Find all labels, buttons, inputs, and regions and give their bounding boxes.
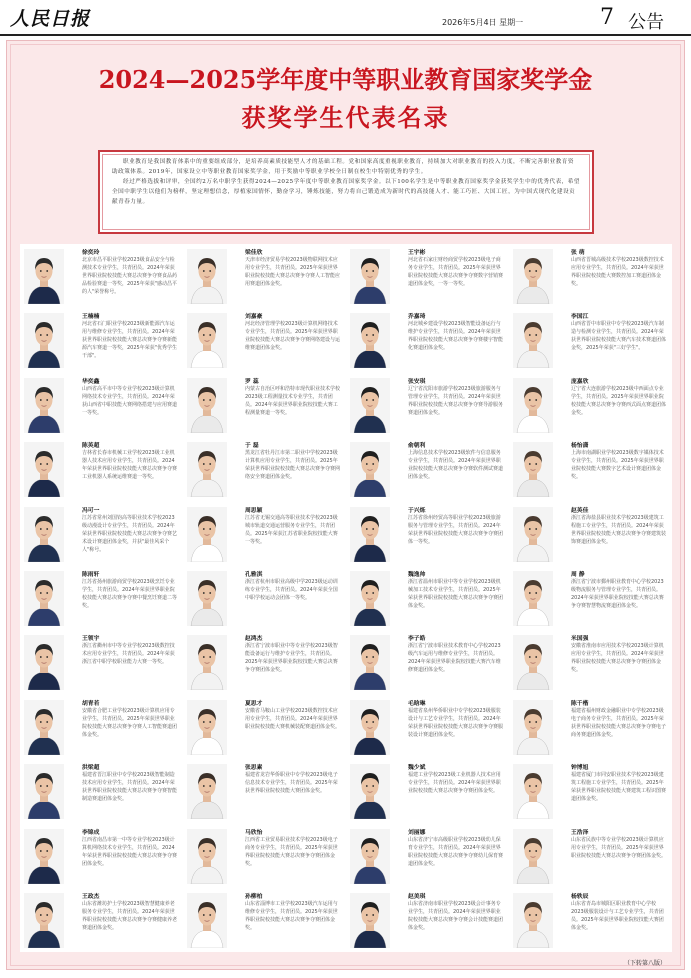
student-entry	[509, 888, 671, 952]
student-description: 江苏省常州刘国钧高等职业技术学校2023级动漫设计专业学生，共青团员。2024年荣获世界职业院校技能大赛总决赛争夺赛艺术设计赛道团体金奖，并获"最佳风采个人"称号。	[82, 514, 178, 553]
student-name: 王政杰	[82, 894, 100, 900]
student-name: 刘丽娜	[408, 829, 426, 836]
student-name: 李锦成	[82, 829, 100, 836]
student-name: 俞朝利	[408, 443, 426, 450]
student-photo	[24, 442, 64, 497]
student-photo	[350, 700, 390, 755]
student-description: 山西省晋城高级技术学校2023级数控技术应用专业学生，共青团员。2024年荣获世界职业院校技能大赛数控加工赛道团体金奖。	[571, 257, 664, 287]
student-photo	[187, 378, 227, 433]
student-name: 杨怡潇	[571, 443, 589, 450]
student-entry	[346, 759, 508, 823]
student-description: 山东省济宁市高级职业学校2023级幼儿保育专业学生，共青团员。2024年荣获世界职业院校技能大赛总决赛争夺赛幼儿保育赛道团体金奖。	[408, 836, 504, 867]
intro-paragraph: 职业教育是我国教育体系中的重要组成部分，是培养高素质技能型人才的基础工程。党和国家高度重视职业教育，持续加大对职业教育的投入力度，不断完善职业教育资助政策体系。2019年，国家设立中等职业教育国家奖学金，用于奖励中等职业学校全日制在校生中特别优秀的学生。	[112, 159, 574, 175]
student-description: 山东省潍坊护士学校2023级智慧健康养老服务专业学生，共青团员。2024年荣获世界职业院校技能大赛总决赛争夺赛健康养老赛道团体金奖。	[82, 901, 178, 931]
student-description: 浙江省宁波市鄞州职业教育中心学校2023级物流服务与管理专业学生，共青团员。2024年荣获世界职业院校技能大赛总决赛争夺赛智慧物流赛道团体金奖。	[571, 579, 664, 609]
student-photo	[24, 507, 64, 562]
student-entry	[20, 759, 182, 823]
student-entry	[346, 566, 508, 630]
student-photo	[350, 378, 390, 433]
student-description: 辽宁省沈阳市旅游学校2023级旅游服务与管理专业学生，共青团员。2024年荣获世界职业院校技能大赛总决赛争夺赛导游服务赛道团体金奖。	[408, 385, 504, 416]
student-entry	[509, 244, 671, 308]
student-name: 胡青若	[82, 700, 100, 707]
student-entry	[346, 630, 508, 694]
student-entry	[346, 244, 508, 308]
student-description: 江苏省徐州经贸高等职业学校2023级旅游服务与管理专业学生，共青团员。2024年荣获世界职业院校技能大赛总决赛争夺赛团体一等奖。	[408, 514, 504, 545]
student-photo	[513, 313, 553, 368]
student-name: 周 静	[571, 572, 585, 578]
student-entry	[20, 244, 182, 308]
student-description: 浙江省宁波市职业技术教育中心学校2023级汽车运用与维修专业学生，共青团员。2024年荣获世界职业院校技能大赛汽车维修赛道团体金奖。	[408, 643, 501, 674]
student-photo	[24, 571, 64, 626]
student-description: 江苏省无锡交通高等职业技术学校2023级城市轨道交通运营服务专业学生，共青团员。2025年荣获江苏省职业院校技能大赛一等奖。	[245, 514, 338, 545]
page-subtitle: 获奖学生代表名录	[241, 103, 450, 132]
student-entry	[183, 566, 345, 630]
student-name: 米国强	[571, 636, 589, 643]
student-description: 天津市经济贸易学校2023级物联网技术应用专业学生，共青团员。2025年荣获世界职业院校技能大赛总决赛争夺赛人工智能应用赛道团体金奖。	[245, 257, 341, 287]
student-name: 杨轶辰	[571, 894, 589, 900]
student-name: 刘嘉豪	[245, 314, 263, 321]
student-entry	[183, 630, 345, 694]
student-entry	[20, 373, 182, 437]
student-description: 河北城乡建设学校2023级智能设备运行与维护专业学生，共青团员。2024年荣获世界职业院校技能大赛总决赛争夺赛楼宇智能化赛道团体金奖。	[408, 321, 504, 352]
student-photo	[513, 829, 553, 884]
student-photo	[350, 829, 390, 884]
student-entry	[20, 566, 182, 630]
issue-date: 2026年5月4日 星期一	[442, 18, 524, 27]
student-entry	[20, 695, 182, 759]
student-name: 李子皓	[408, 636, 426, 643]
student-description: 福建省福州财政金融职业中专学校2023级电子商务专业学生，共青团员。2025年荣获世界职业院校技能大赛总决赛争夺赛电子商务赛道团体金奖。	[571, 707, 667, 738]
student-entry	[183, 824, 345, 888]
student-entry	[509, 630, 671, 694]
student-name: 王浩泽	[571, 829, 589, 836]
student-photo	[350, 442, 390, 497]
masthead	[0, 0, 691, 36]
student-entry	[509, 824, 671, 888]
student-entry	[183, 502, 345, 566]
student-entry	[346, 437, 508, 501]
student-description: 山东省淄博市工业学校2023级汽车运用与维修专业学生，共青团员。2025年荣获世界职业院校技能大赛总决赛争夺赛团体金奖。	[245, 901, 338, 931]
student-name: 于 磊	[245, 443, 259, 450]
student-description: 浙江省温州市职业中等专业学校2023级机械加工技术专业学生，共青团员。2025年荣获世界职业院校技能大赛总决赛争夺赛团体金奖。	[408, 579, 504, 609]
student-name: 王楠楠	[82, 314, 100, 321]
student-name: 陈千楷	[571, 700, 589, 707]
student-entry	[183, 373, 345, 437]
student-photo	[187, 635, 227, 690]
student-description: 福建省晋江职业中专学校2023级智能制造技术应用专业学生，共青团员。2024年荣获世界职业院校技能大赛总决赛争夺赛智能制造赛道团体金奖。	[82, 772, 178, 803]
student-photo	[187, 764, 227, 819]
student-entry	[20, 824, 182, 888]
student-photo	[513, 378, 553, 433]
student-photo	[350, 893, 390, 948]
student-description: 山西省晋中市职业中专学校2023级汽车制造与检测专业学生，共青团员。2024年荣获世界职业院校技能大赛汽车技术赛道团体金奖，2025年荣获"三好学生"。	[571, 321, 667, 352]
student-description: 山东省济南市职业学校2023级会计事务专业学生，共青团员。2024年荣获世界职业院校技能大赛总决赛争夺赛会计技能赛道团体金奖。	[408, 901, 504, 931]
student-description: 安徽省马鞍山工业学校2023级数控技术应用专业学生，共青团员。2024年荣获世界职业院校技能大赛机械装配赛道团体金奖。	[245, 707, 341, 730]
student-name: 钟博旭	[571, 765, 589, 772]
student-name: 孙柳柏	[245, 894, 263, 900]
student-name: 周思颖	[245, 507, 263, 514]
student-entry	[509, 437, 671, 501]
student-description: 江苏省扬州旅游商贸学校2023级烹饪专业学生，共青团员。2024年荣获世界职业院校技能大赛总决赛争夺赛中餐烹饪赛道二等奖。	[82, 579, 178, 609]
student-description: 河北省石门职业学校2023级新能源汽车运用与维修专业学生，共青团员。2024年荣获世界职业院校技能大赛总决赛争夺赛新能源汽车赛道一等奖，2025年荣获"优秀学生干部"。	[82, 321, 178, 360]
student-entry	[509, 502, 671, 566]
student-entry	[346, 888, 508, 952]
student-entry	[346, 824, 508, 888]
student-name: 孔雅淇	[245, 572, 263, 578]
student-name: 徐奕玲	[82, 250, 100, 256]
student-entry	[20, 888, 182, 952]
student-entry	[20, 630, 182, 694]
student-photo	[513, 700, 553, 755]
student-entry	[183, 437, 345, 501]
student-name: 魏逸帅	[408, 572, 426, 578]
student-photo	[513, 507, 553, 562]
student-description: 福建省泉州华侨职业中专学校2023级服装设计与工艺专业学生，共青团员。2024年荣获世界职业院校技能大赛总决赛争夺赛服装设计赛道团体金奖。	[408, 707, 504, 738]
student-description: 浙江省杭州市职业高级中学2023级运动训练专业学生，共青团员。2024年荣获全国中职学校运动会团体一等奖。	[245, 579, 338, 601]
student-description: 上海市南湖职业学校2023级数字媒体技术专业学生，共青团员。2025年荣获世界职业院校技能大赛数字艺术设计赛道团体金奖。	[571, 450, 664, 481]
student-photo	[350, 635, 390, 690]
student-description: 山东省民族中等专业学校2023级计算机应用专业学生，共青团员。2025年荣获世界职业院校技能大赛总决赛争夺赛团体金奖。	[571, 836, 667, 859]
student-description: 河北省石家庄财经商贸学校2023级电子商务专业学生，共青团员。2025年荣获世界职业院校技能大赛总决赛争夺赛数字营销赛道团体金奖，一等一等奖。	[408, 257, 504, 287]
student-name: 张安琪	[408, 378, 426, 385]
student-photo	[513, 571, 553, 626]
student-name: 赵鸿杰	[245, 636, 263, 643]
student-entry	[346, 373, 508, 437]
student-name: 赵英佳	[571, 507, 589, 514]
student-description: 浙江省衢州市中等专业学校2023级数控技术应用专业学生，共青团员。2024年荣获浙江省中职学校职业能力大赛一等奖。	[82, 643, 175, 666]
student-name: 马欣怡	[245, 829, 263, 836]
newspaper-logo: 人民日报	[10, 8, 91, 30]
student-photo	[350, 571, 390, 626]
student-description: 山西省高平市中等专业学校2023级计算机网络技术专业学生，共青团员。2024年荣获山西省中职技能大赛网络搭建与应用赛道一等奖。	[82, 385, 178, 416]
student-entry	[509, 759, 671, 823]
student-name: 洪梁超	[82, 765, 100, 772]
student-description: 山东省青岛市城阳区职业教育中心学校2023级服装设计与工艺专业学生，共青团员。2025年荣获世界职业院校技能大赛团体金奖。	[571, 901, 664, 931]
student-entry	[346, 502, 508, 566]
student-photo	[187, 313, 227, 368]
student-photo	[24, 829, 64, 884]
student-photo	[350, 764, 390, 819]
student-description: 浙江省海盐县职业技术学校2023级建筑工程施工专业学生，共青团员。2024年荣获世界职业院校技能大赛总决赛争夺赛建筑装饰赛道团体金奖。	[571, 514, 667, 545]
student-description: 内蒙古自治区呼和浩特市现代职业技术学校2023级工程测量技术专业学生，共青团员。2024年荣获世界职业院校技能大赛工程测量赛道一等奖。	[245, 385, 341, 416]
student-entry	[183, 695, 345, 759]
student-photo	[513, 893, 553, 948]
intro-paragraph: 经过严格选拔和评审，全国约2万名中职学生获得2024—2025学年度中等职业教育国家奖学金。以下100名学生是中等职业教育国家奖学金获奖学生中的优秀代表，希望全国中职学生以他们为榜样，坚定理想信念，厚植家国情怀，勤奋学习，锤炼技能，努力将自己锻造成为新时代的高技能人才、能工巧匠、大国工匠，为中国式现代化建设贡献青春力量。	[112, 179, 580, 205]
student-description: 浙江省宁波市职业中等专业学校2023级智能设备运行与维护专业学生，共青团员。2025年荣获世界职业院校技能大赛总决赛争夺赛团体金奖。	[245, 643, 338, 674]
student-description: 江西省工业贸易职业技术学校2023级电子商务专业学生，共青团员。2025年荣获世界职业院校技能大赛总决赛争夺赛团体金奖。	[245, 836, 338, 867]
student-name: 王宇彬	[408, 250, 426, 256]
page-section: 公告	[628, 12, 664, 33]
student-grid	[20, 244, 672, 952]
student-photo	[24, 249, 64, 304]
student-entry	[509, 566, 671, 630]
student-entry	[509, 373, 671, 437]
student-photo	[187, 829, 227, 884]
student-entry	[346, 695, 508, 759]
student-description: 吉林省长春市机械工业学校2023级工业机器人技术应用专业学生，共青团员。2024年荣获世界职业院校技能大赛总决赛争夺赛工业机器人系统运维赛道一等奖。	[82, 450, 178, 481]
student-name: 华奕鑫	[82, 378, 100, 385]
student-description: 安徽省合肥工业学校2023级计算机应用专业学生，共青团员。2025年荣获世界职业院校技能大赛总决赛争夺赛人工智能赛道团体金奖。	[82, 707, 178, 738]
student-name: 乔嘉琦	[408, 314, 426, 321]
student-name: 庞嘉欣	[571, 378, 589, 385]
student-entry	[20, 502, 182, 566]
student-name: 赵美琪	[408, 894, 426, 900]
student-entry	[509, 695, 671, 759]
student-description: 河北经济管理学校2023级计算机网络技术专业学生，共青团员。2025年荣获世界职业院校技能大赛总决赛争夺赛网络建设与运维赛道团体金奖。	[245, 321, 341, 352]
student-photo	[24, 764, 64, 819]
student-entry	[346, 308, 508, 372]
student-description: 福建工业学校2023级工业机器人技术应用专业学生，共青团员。2024年荣获世界职业院校技能大赛总决赛争夺赛团体金奖。	[408, 772, 501, 795]
page-number: 7	[600, 5, 614, 30]
student-name: 夏思才	[245, 700, 263, 707]
student-description: 北京市昌平职业学校2023级食品安全与检测技术专业学生，共青团员。2024年荣获世界职业院校技能大赛总决赛争夺赛食品药品检验赛道一等奖，2025年荣获"感动昌平的人"荣誉称号。	[82, 257, 178, 295]
student-photo	[187, 249, 227, 304]
student-name: 陈雨轩	[82, 572, 100, 578]
student-entry	[183, 759, 345, 823]
student-description: 安徽省淮南市应用技术学校2023级计算机应用专业学生，共青团员。2024年荣获世界职业院校技能大赛总决赛争夺赛团体金奖。	[571, 643, 664, 674]
student-name: 冯可一	[82, 507, 100, 514]
student-photo	[513, 635, 553, 690]
student-photo	[513, 249, 553, 304]
student-photo	[24, 313, 64, 368]
student-photo	[187, 442, 227, 497]
student-name: 于兴烁	[408, 507, 426, 514]
student-name: 王领宇	[82, 636, 100, 643]
student-name: 毛晗琳	[408, 700, 426, 707]
student-name: 张 萌	[571, 250, 585, 256]
student-description: 上海信息技术学校2023级软件与信息服务专业学生，共青团员。2024年荣获世界职业院校技能大赛总决赛争夺赛软件测试赛道团体金奖。	[408, 450, 504, 481]
student-description: 江西省南昌市第一中等专业学校2023级计算机网络技术专业学生，共青团员。2024年荣获世界职业院校技能大赛总决赛争夺赛团体金奖。	[82, 836, 178, 867]
student-photo	[187, 571, 227, 626]
student-entry	[183, 244, 345, 308]
student-description: 黑龙江省牡丹江市第二职业中学校2023级计算机应用专业学生，共青团员。2025年荣获世界职业院校技能大赛总决赛争夺赛网络安全赛道团体金奖。	[245, 450, 341, 481]
student-name: 魏少斌	[408, 765, 426, 772]
student-photo	[350, 313, 390, 368]
student-description: 福建省龙岩华侨职业中专学校2023级电子信息技术专业学生，共青团员。2025年荣获世界职业院校技能大赛团体金奖。	[245, 772, 338, 795]
student-photo	[187, 893, 227, 948]
student-name: 张思素	[245, 765, 263, 772]
page-title: 2024—2025学年度中等职业教育国家奖学金	[98, 65, 593, 94]
student-entry	[183, 888, 345, 952]
student-photo	[24, 378, 64, 433]
student-photo	[187, 507, 227, 562]
continued-notice: （下转第八版）	[624, 960, 667, 967]
student-photo	[24, 700, 64, 755]
student-entry	[20, 308, 182, 372]
student-photo	[350, 507, 390, 562]
student-name: 梁佳欣	[245, 250, 263, 256]
student-entry	[183, 308, 345, 372]
student-entry	[509, 308, 671, 372]
intro-box	[98, 150, 594, 234]
student-description: 辽宁省大连旅游学校2023级中西面点专业学生，共青团员。2025年荣获世界职业院校技能大赛总决赛争夺赛西式面点赛道团体金奖。	[571, 385, 667, 416]
student-photo	[513, 442, 553, 497]
student-photo	[187, 700, 227, 755]
student-name: 李国江	[571, 314, 589, 321]
student-photo	[350, 249, 390, 304]
student-description: 福建省厦门市同安职业技术学校2023级建筑工程施工专业学生，共青团员。2025年荣获世界职业院校技能大赛建筑工程识图赛道团体金奖。	[571, 772, 667, 803]
student-photo	[513, 764, 553, 819]
student-photo	[24, 893, 64, 948]
student-photo	[24, 635, 64, 690]
student-name: 罗 蕊	[245, 378, 259, 385]
student-name: 陈英超	[82, 443, 100, 450]
student-entry	[20, 437, 182, 501]
